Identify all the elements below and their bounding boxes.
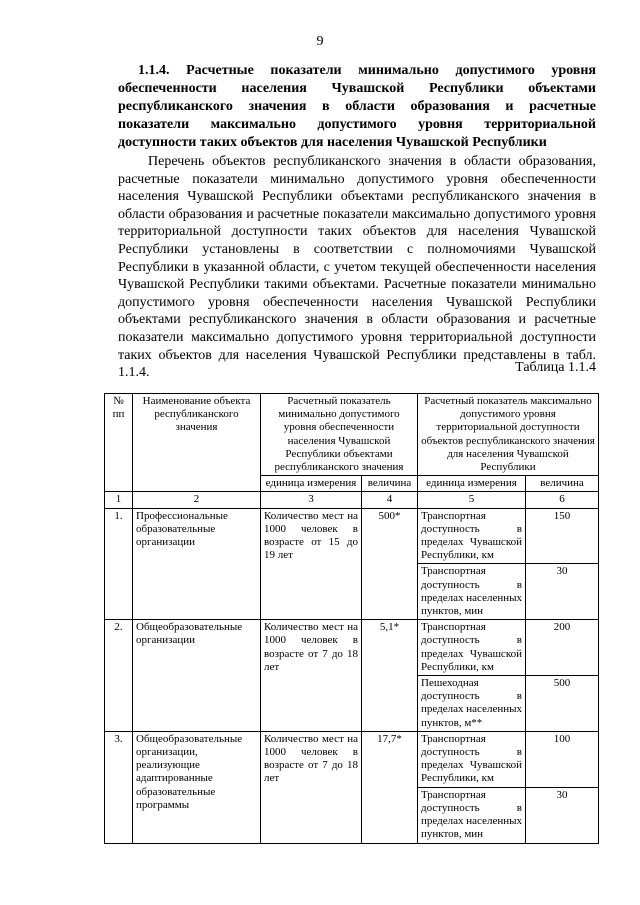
table-row [105,508,599,564]
header-unit-max: единица измерения [418,476,526,492]
header-num: № пп [105,394,133,492]
header-max-group: Расчетный показатель максимально допустимого уровня территориальной доступности объектов республиканского значения для населения Чувашской Республики [418,394,599,476]
object-name: Общеобразовательные организации [133,620,261,732]
header-value-min: величина [362,476,418,492]
value-min: 500* [362,508,418,620]
value-max: 500 [526,676,599,732]
header-name: Наименование объекта республиканского значения [133,394,261,492]
unit-max: Транспортная доступность в пределах населенных пунктов, мин [418,787,526,843]
unit-max: Пешеходная доступность в пределах населенных пунктов, м** [418,676,526,732]
unit-min: Количество мест на 1000 человек в возрасте от 7 до 18 лет [261,620,362,732]
col-number: 1 [105,492,133,508]
row-num: 1. [105,508,133,620]
col-number: 6 [526,492,599,508]
header-value-max: величина [526,476,599,492]
header-unit-min: единица измерения [261,476,362,492]
object-name: Общеобразовательные организации, реализующие адаптированные образовательные программы [133,731,261,843]
object-name: Профессиональные образовательные организации [133,508,261,620]
unit-max: Транспортная доступность в пределах Чувашской Республики, км [418,731,526,787]
unit-max: Транспортная доступность в пределах Чувашской Республики, км [418,508,526,564]
section-heading: 1.1.4. Расчетные показатели минимально допустимого уровня обеспеченности населения Чувашской Республики объектами республиканского значения в области образования и расчетные показатели максимально допустимого уровня территориальной доступности таких объектов для населения Чувашской Республики [118,63,596,150]
col-number: 2 [133,492,261,508]
unit-min: Количество мест на 1000 человек в возрасте от 15 до 19 лет [261,508,362,620]
value-max: 30 [526,787,599,843]
indicators-table [104,393,599,844]
value-max: 100 [526,731,599,787]
body-paragraph: Перечень объектов республиканского значения в области образования, расчетные показатели минимально допустимого уровня обеспеченности населения Чувашской Республики объектами республиканского значения в области образования и расчетные показатели максимально допустимого уровня территориальной доступности таких объектов для населения Чувашской Республики установлены в соответствии с полномочиями Чувашской Республики в указанной области, с учетом текущей обеспеченности населения Чувашской Республики такими объектами. Расчетные показатели минимально допустимого уровня обеспеченности населения Чувашской Республики объектами республиканского значения в области образования и расчетные показатели максимально допустимого уровня территориальной доступности таких объектов для населения Чувашской Республики представлены в табл. 1.1.4. [118,154,596,381]
table-row [105,731,599,787]
unit-min: Количество мест на 1000 человек в возрасте от 7 до 18 лет [261,731,362,843]
value-max: 150 [526,508,599,564]
table-header-row [105,394,599,476]
header-min-group: Расчетный показатель минимально допустимого уровня обеспеченности населения Чувашской Республики объектами республиканского значения [261,394,418,476]
value-min: 17,7* [362,731,418,843]
value-min: 5,1* [362,620,418,732]
col-number: 5 [418,492,526,508]
value-max: 200 [526,620,599,676]
row-num: 2. [105,620,133,732]
row-num: 3. [105,731,133,843]
unit-max: Транспортная доступность в пределах населенных пунктов, мин [418,564,526,620]
table-caption: Таблица 1.1.4 [515,360,596,375]
col-number: 3 [261,492,362,508]
value-max: 30 [526,564,599,620]
page-number: 9 [316,34,324,49]
col-number: 4 [362,492,418,508]
column-number-row [105,492,599,508]
unit-max: Транспортная доступность в пределах Чувашской Республики, км [418,620,526,676]
table-row [105,620,599,676]
